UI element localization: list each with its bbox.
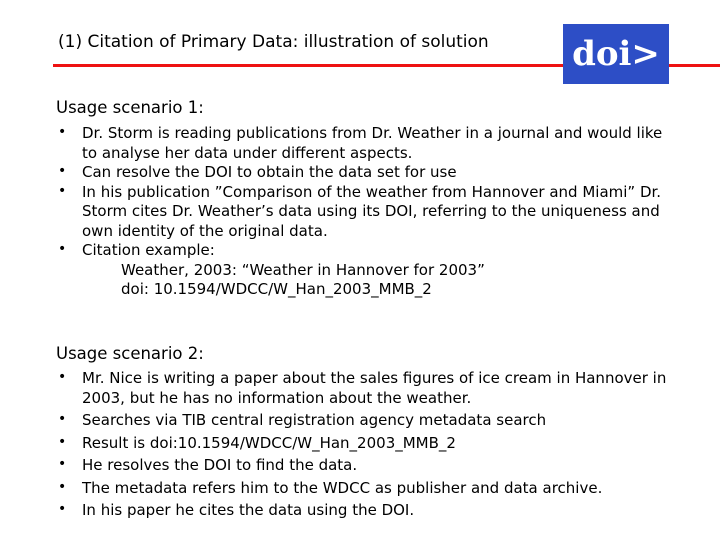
list-item: • Can resolve the DOI to obtain the data set for use xyxy=(58,163,457,181)
citation-reference: Weather, 2003: “Weather in Hannover for 2003” xyxy=(121,260,485,279)
bullet-icon: • xyxy=(58,369,67,385)
doi-logo: doi> xyxy=(563,24,669,84)
bullet-icon: • xyxy=(58,433,67,450)
bullet-icon: • xyxy=(58,501,67,517)
bullet-icon: • xyxy=(58,163,67,179)
list-item: • The metadata refers him to the WDCC as publisher and data archive. xyxy=(58,478,603,497)
scenario-2-list xyxy=(58,369,678,521)
bullet-icon: • xyxy=(58,182,67,199)
bullet-icon: • xyxy=(58,411,67,427)
slide-title: (1) Citation of Primary Data: illustration of solution xyxy=(58,32,489,52)
scenario-1-heading: Usage scenario 1: xyxy=(56,98,204,117)
scenario-1-list xyxy=(58,124,678,300)
list-item: • Mr. Nice is writing a paper about the sales figures of ice cream in Hannover in 2003, but he has no information about the weather. xyxy=(58,369,667,407)
bullet-icon: • xyxy=(58,241,67,257)
bullet-icon: • xyxy=(58,478,67,495)
bullet-icon: • xyxy=(58,456,67,472)
list-item: • He resolves the DOI to find the data. xyxy=(58,456,358,474)
list-item: • Result is doi:10.1594/WDCC/W_Han_2003_MMB_2 xyxy=(58,433,456,452)
list-item: • Dr. Storm is reading publications from Dr. Weather in a journal and would like to analyse her data under different aspects. xyxy=(58,124,663,162)
bullet-icon: • xyxy=(58,124,67,140)
list-item: • In his publication ”Comparison of the weather from Hannover and Miami” Dr. Storm cites Dr. Weather’s data using its DOI, referring to the uniqueness and own identity of the original data. xyxy=(58,182,662,240)
citation-doi: doi: 10.1594/WDCC/W_Han_2003_MMB_2 xyxy=(121,280,432,298)
list-item: • Citation example: Weather, 2003: “Weather in Hannover for 2003” doi: 10.1594/WDCC/W_Han_2003_MMB_2 xyxy=(58,241,678,300)
list-item: • In his paper he cites the data using the DOI. xyxy=(58,501,415,519)
list-item: • Searches via TIB central registration agency metadata search xyxy=(58,411,547,429)
scenario-2-heading: Usage scenario 2: xyxy=(56,344,204,363)
